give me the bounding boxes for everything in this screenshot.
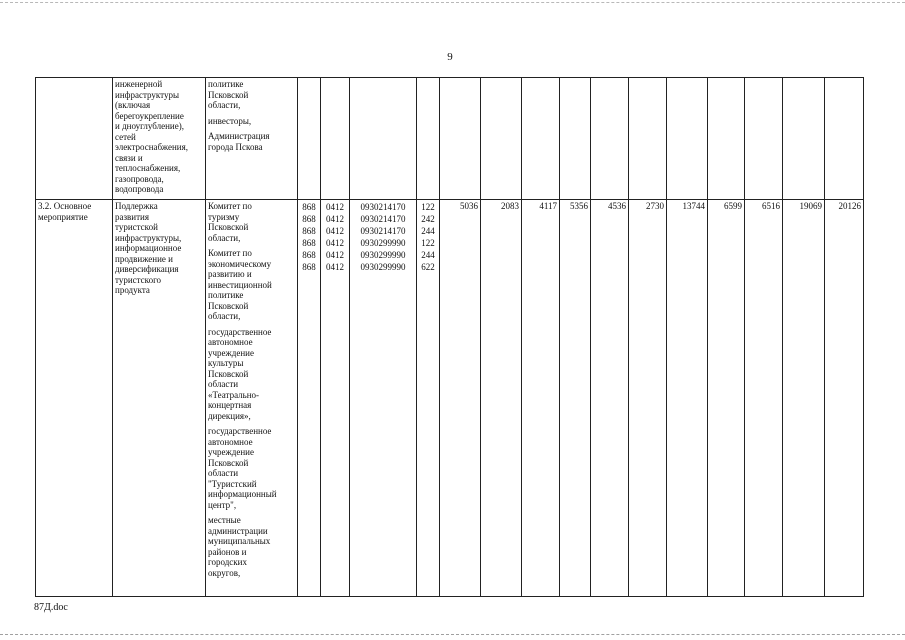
executor-entry bbox=[208, 79, 295, 111]
row1-amount-cell bbox=[440, 78, 481, 200]
executor-line: развитию и bbox=[208, 269, 252, 279]
description-line: туристской bbox=[115, 222, 158, 232]
page-number: 9 bbox=[447, 51, 453, 63]
row1-expense-type-cell bbox=[417, 78, 440, 200]
row2-executors-cell bbox=[206, 200, 298, 597]
executor-line: инвестиционной bbox=[208, 279, 272, 290]
target-article-code: 0930214170 bbox=[360, 214, 406, 224]
executor-line: округов, bbox=[208, 567, 241, 578]
row2-amount-cell: 13744 bbox=[667, 200, 708, 597]
executor-line: Псковской bbox=[208, 89, 249, 100]
row1-amount-cell bbox=[825, 78, 864, 200]
row1-amount-cell bbox=[522, 78, 560, 200]
expense-type-code: 244 bbox=[421, 250, 435, 260]
code-line: мероприятие bbox=[38, 211, 88, 222]
executor-line: «Театрально- bbox=[208, 389, 260, 400]
expense-type-code: 244 bbox=[421, 226, 435, 236]
row1-amount-cell bbox=[591, 78, 629, 200]
description-line: развития bbox=[115, 211, 150, 222]
executor-line: учреждение bbox=[208, 347, 254, 358]
table-row bbox=[36, 200, 864, 597]
description-line: инженерной bbox=[115, 79, 163, 89]
executor-line: центр", bbox=[208, 499, 237, 510]
row2-amount-cell: 4536 bbox=[591, 200, 629, 597]
description-line: инфраструктуры bbox=[115, 89, 179, 100]
executor-line: государственное bbox=[208, 426, 272, 436]
target-article-code: 0930299990 bbox=[360, 250, 406, 260]
description-line: водопровода bbox=[115, 184, 164, 194]
row1-description-cell bbox=[113, 78, 206, 200]
section-code: 0412 bbox=[326, 226, 344, 236]
row2-amount-cell: 20126 bbox=[825, 200, 864, 597]
row2-amount-cell: 4117 bbox=[522, 200, 560, 597]
description-line: и дноуглубление), bbox=[115, 121, 184, 131]
row1-code-cell bbox=[36, 78, 113, 200]
grbs-code: 868 bbox=[302, 238, 316, 248]
description-line: диверсификация bbox=[115, 264, 179, 274]
executor-line: инвесторы, bbox=[208, 115, 252, 126]
grbs-code: 868 bbox=[302, 250, 316, 260]
executor-entry bbox=[208, 131, 295, 152]
executor-line: Комитет по bbox=[208, 201, 252, 211]
executor-entry bbox=[208, 327, 295, 422]
row2-target-cell bbox=[350, 200, 417, 597]
executor-line: Псковской bbox=[208, 222, 249, 232]
executor-line: районов и bbox=[208, 546, 247, 557]
executor-line: области, bbox=[208, 100, 241, 110]
expense-type-code: 122 bbox=[421, 202, 435, 212]
program-table bbox=[35, 77, 864, 597]
executor-line: города Пскова bbox=[208, 141, 263, 152]
description-line: информационное bbox=[115, 243, 182, 253]
row2-amount-cell: 2730 bbox=[629, 200, 667, 597]
grbs-code: 868 bbox=[302, 226, 316, 236]
executor-line: экономическому bbox=[208, 258, 272, 269]
row2-expense-type-cell bbox=[417, 200, 440, 597]
row1-amount-cell bbox=[560, 78, 591, 200]
section-code: 0412 bbox=[326, 214, 344, 224]
executor-line: автономное bbox=[208, 436, 253, 447]
executor-line: Псковской bbox=[208, 457, 249, 468]
executor-entry bbox=[208, 116, 295, 127]
executor-line: туризму bbox=[208, 211, 240, 222]
grbs-code: 868 bbox=[302, 202, 316, 212]
row2-section-cell bbox=[321, 200, 350, 597]
description-line: туристского bbox=[115, 274, 162, 285]
expense-type-code: 242 bbox=[421, 214, 435, 224]
executor-entry bbox=[208, 426, 295, 510]
section-code: 0412 bbox=[326, 250, 344, 260]
executor-line: Администрация bbox=[208, 131, 270, 141]
row1-executors-cell bbox=[206, 78, 298, 200]
executor-line: концертная bbox=[208, 400, 252, 410]
row1-grbs-cell bbox=[298, 78, 321, 200]
row1-amount-cell bbox=[667, 78, 708, 200]
description-line: продвижение и bbox=[115, 253, 173, 264]
executor-line: государственное bbox=[208, 326, 272, 337]
executor-line: автономное bbox=[208, 337, 253, 347]
description-line: Подлержка bbox=[115, 201, 158, 211]
executor-line: Псковской bbox=[208, 300, 249, 311]
executor-line: культуры bbox=[208, 358, 244, 368]
executor-entry bbox=[208, 201, 295, 243]
row2-grbs-cell bbox=[298, 200, 321, 597]
executor-line: Комитет по bbox=[208, 248, 252, 258]
table-row bbox=[36, 78, 864, 200]
section-code: 0412 bbox=[326, 262, 344, 272]
target-article-code: 0930214170 bbox=[360, 202, 406, 212]
expense-type-code: 622 bbox=[421, 262, 435, 272]
row2-description-cell bbox=[113, 200, 206, 597]
executor-line: администрации bbox=[208, 525, 268, 536]
row2-amount-cell: 6599 bbox=[708, 200, 745, 597]
executor-line: политике bbox=[208, 290, 244, 300]
row2-amount-cell: 2083 bbox=[481, 200, 522, 597]
executor-line: информационный bbox=[208, 489, 277, 499]
scan-edge-top bbox=[0, 2, 905, 3]
row1-amount-cell bbox=[481, 78, 522, 200]
executor-line: области, bbox=[208, 311, 241, 321]
row2-amount-cell: 5036 bbox=[440, 200, 481, 597]
executor-line: области, bbox=[208, 232, 241, 243]
executor-entry bbox=[208, 515, 295, 578]
executor-line: области bbox=[208, 468, 239, 478]
grbs-code: 868 bbox=[302, 214, 316, 224]
executor-line: учреждение bbox=[208, 447, 254, 457]
executor-line: городских bbox=[208, 557, 247, 567]
row1-amount-cell bbox=[783, 78, 825, 200]
executor-line: муниципальных bbox=[208, 536, 271, 546]
row1-amount-cell bbox=[708, 78, 745, 200]
description-line: теплоснабжения, bbox=[115, 163, 181, 173]
scan-edge-bottom bbox=[0, 634, 905, 635]
target-article-code: 0930299990 bbox=[360, 238, 406, 248]
description-line: газопровода, bbox=[115, 173, 164, 184]
row1-section-cell bbox=[321, 78, 350, 200]
executor-line: политике bbox=[208, 79, 244, 89]
row1-amount-cell bbox=[745, 78, 783, 200]
description-line: (включая bbox=[115, 100, 151, 110]
target-article-code: 0930214170 bbox=[360, 226, 406, 236]
description-line: инфраструктуры, bbox=[115, 232, 182, 243]
executor-line: местные bbox=[208, 515, 241, 525]
row1-target-cell bbox=[350, 78, 417, 200]
row2-code-cell bbox=[36, 200, 113, 597]
description-line: продукта bbox=[115, 285, 150, 295]
section-code: 0412 bbox=[326, 238, 344, 248]
footer-file-name: 87Д.doc bbox=[34, 602, 68, 613]
executor-line: дирекция», bbox=[208, 410, 251, 421]
executor-line: Псковской bbox=[208, 368, 249, 379]
code-line: 3.2. Основное bbox=[38, 201, 92, 211]
row2-amount-cell: 6516 bbox=[745, 200, 783, 597]
description-line: сетей bbox=[115, 131, 136, 142]
row1-amount-cell bbox=[629, 78, 667, 200]
executor-line: области bbox=[208, 379, 239, 389]
description-line: берегоукрепление bbox=[115, 110, 184, 121]
expense-type-code: 122 bbox=[421, 238, 435, 248]
row2-amount-cell: 19069 bbox=[783, 200, 825, 597]
section-code: 0412 bbox=[326, 202, 344, 212]
description-line: связи и bbox=[115, 152, 143, 163]
grbs-code: 868 bbox=[302, 262, 316, 272]
executor-entry bbox=[208, 248, 295, 322]
description-line: электроснабжения, bbox=[115, 142, 188, 152]
executor-line: "Туристский bbox=[208, 478, 257, 489]
target-article-code: 0930299990 bbox=[360, 262, 406, 272]
row2-amount-cell: 5356 bbox=[560, 200, 591, 597]
